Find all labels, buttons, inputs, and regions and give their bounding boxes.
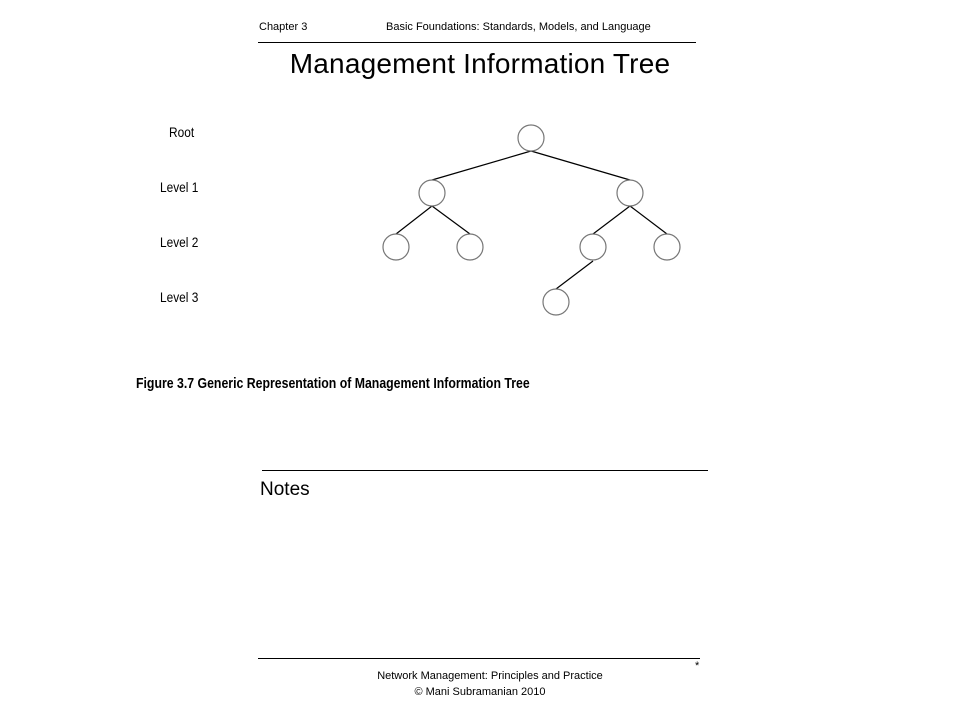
node-level2-d bbox=[654, 234, 680, 260]
edge-l1b-l2d bbox=[630, 206, 667, 234]
figure-caption: Figure 3.7 Generic Representation of Management Information Tree bbox=[136, 375, 530, 392]
level-label-1: Level 1 bbox=[160, 179, 199, 195]
edge-l1b-l2c bbox=[593, 206, 630, 234]
edge-l2c-l3 bbox=[556, 261, 593, 289]
header-subtitle: Basic Foundations: Standards, Models, and Language bbox=[386, 21, 651, 33]
node-level3-a bbox=[543, 289, 569, 315]
notes-label: Notes bbox=[260, 479, 310, 500]
edge-l1a-l2b bbox=[432, 206, 470, 234]
edge-root-l1b bbox=[531, 151, 630, 180]
node-level2-b bbox=[457, 234, 483, 260]
edge-root-l1a bbox=[432, 151, 531, 180]
tree-edges bbox=[396, 151, 667, 289]
node-level1-a bbox=[419, 180, 445, 206]
header-chapter: Chapter 3 bbox=[259, 21, 308, 33]
notes-rule bbox=[262, 470, 708, 471]
footer-asterisk: * bbox=[695, 660, 700, 672]
edge-l1a-l2a bbox=[396, 206, 432, 234]
level-label-2: Level 2 bbox=[160, 234, 199, 250]
page-title-text: Management Information Tree bbox=[289, 48, 671, 79]
footer-rule bbox=[258, 658, 700, 659]
footer-book-title: Network Management: Principles and Practice bbox=[377, 670, 603, 682]
level-label-root: Root bbox=[169, 124, 195, 140]
node-root bbox=[518, 125, 544, 151]
tree-nodes bbox=[383, 125, 680, 315]
node-level2-c bbox=[580, 234, 606, 260]
footer-copyright: © Mani Subramanian 2010 bbox=[414, 686, 546, 698]
level-label-3: Level 3 bbox=[160, 289, 199, 305]
node-level2-a bbox=[383, 234, 409, 260]
node-level1-b bbox=[617, 180, 643, 206]
